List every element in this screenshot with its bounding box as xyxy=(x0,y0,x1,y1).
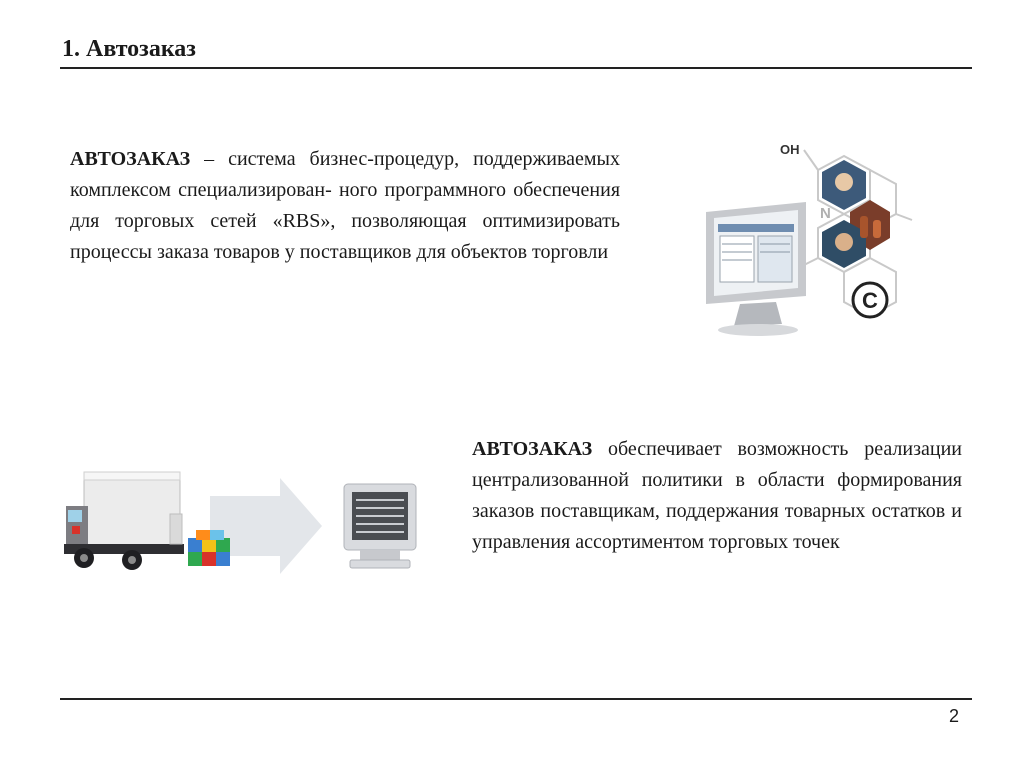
definition-line: – система бизнес-процедур, xyxy=(190,148,460,170)
definition-term: АВТОЗАКАЗ xyxy=(70,148,191,170)
capabilities-line: области формирования заказов xyxy=(472,469,962,522)
monitor-molecule-illustration xyxy=(684,120,916,352)
definition-line: поддерживаемых комплексом специализирован- xyxy=(70,148,620,201)
slide-title: 1. Автозаказ xyxy=(62,36,196,62)
capabilities-line: поставщикам, поддержания товарных xyxy=(540,500,866,522)
goods-blocks-icon xyxy=(188,530,230,566)
computer-icon xyxy=(344,484,416,568)
c-label: C xyxy=(862,288,878,313)
oh-label: OH xyxy=(780,142,800,157)
capabilities-line: торговых точек xyxy=(709,531,840,553)
page-number: 2 xyxy=(949,706,960,726)
capabilities-line: реализации централизованной политики в xyxy=(472,438,962,491)
definition-line: сетей «RBS», позволяющая оптимизировать xyxy=(210,210,621,232)
title-divider xyxy=(60,67,972,69)
definition-line: ного программного обеспечения для торговых xyxy=(70,179,621,232)
definition-line: процессы заказа товаров у поставщиков для xyxy=(70,241,446,263)
autoorder-capabilities xyxy=(472,434,962,558)
capabilities-line: остатков и управления ассортиментом xyxy=(472,500,962,553)
footer-divider xyxy=(60,698,972,700)
capabilities-term: АВТОЗАКАЗ xyxy=(472,438,593,460)
n-label: N xyxy=(820,205,831,222)
capabilities-line: обеспечивает возможность xyxy=(592,438,849,460)
autoorder-definition xyxy=(70,144,620,268)
truck-to-computer-illustration xyxy=(60,466,428,596)
monitor-icon xyxy=(706,202,806,336)
truck-icon xyxy=(64,472,184,570)
definition-line: объектов торговли xyxy=(450,241,609,263)
